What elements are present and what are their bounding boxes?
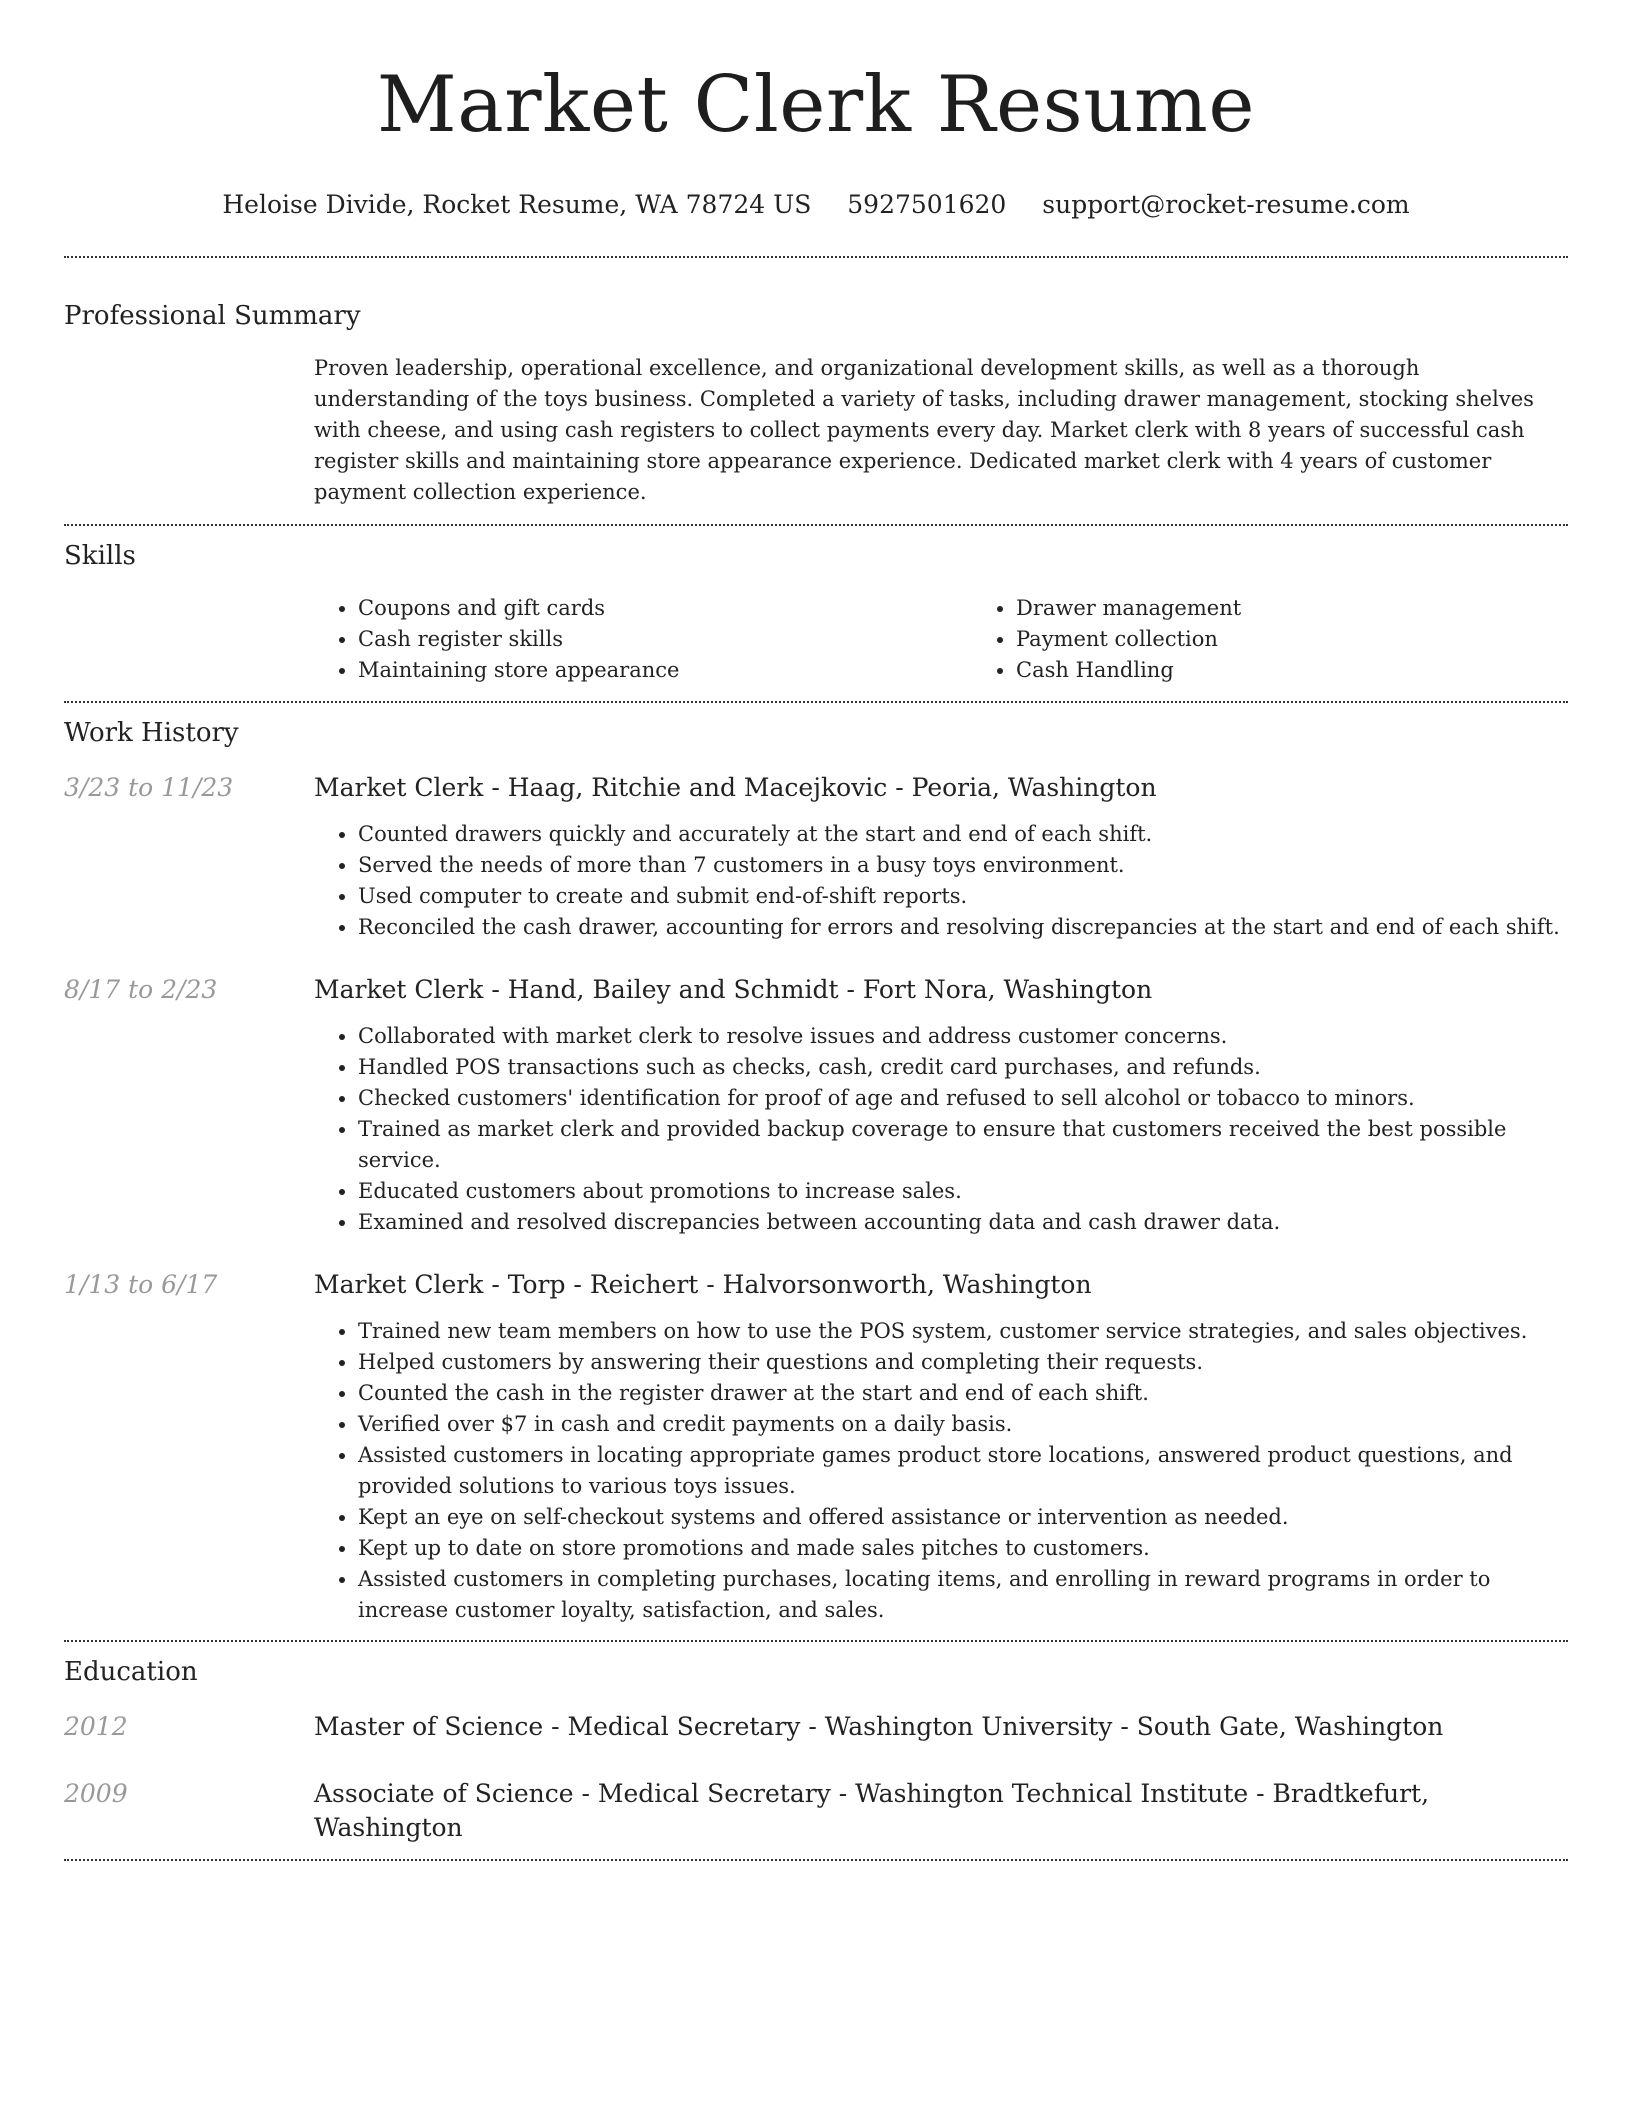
list-item: • Coupons and gift cards bbox=[358, 593, 972, 624]
job-dates: 1/13 to 6/17 bbox=[64, 1270, 218, 1299]
job-dates: 3/23 to 11/23 bbox=[64, 773, 234, 802]
education-heading: Education bbox=[64, 1657, 198, 1687]
list-item: • Assisted customers in completing purchases, locating items, and enrolling in reward programs in order to increase customer loyalty, satisfaction, and sales. bbox=[358, 1564, 1568, 1626]
list-item: • Used computer to create and submit end-of-shift reports. bbox=[358, 881, 1568, 912]
job-title: Market Clerk - Torp - Reichert - Halvorsonworth, Washington bbox=[314, 1270, 1092, 1299]
list-item: • Kept up to date on store promotions and made sales pitches to customers. bbox=[358, 1533, 1568, 1564]
list-item: • Examined and resolved discrepancies between accounting data and cash drawer data. bbox=[358, 1207, 1568, 1238]
list-item: • Trained as market clerk and provided backup coverage to ensure that customers received the best possible service. bbox=[358, 1114, 1568, 1176]
list-item: • Reconciled the cash drawer, accounting for errors and resolving discrepancies at the start and end of each shift. bbox=[358, 912, 1568, 943]
work-section bbox=[64, 703, 1568, 1626]
list-item: • Collaborated with market clerk to resolve issues and address customer concerns. bbox=[358, 1021, 1568, 1052]
job-entry bbox=[64, 973, 1568, 1238]
list-item: • Maintaining store appearance bbox=[358, 655, 972, 686]
list-item: • Verified over $7 in cash and credit payments on a daily basis. bbox=[358, 1409, 1568, 1440]
work-heading: Work History bbox=[64, 718, 239, 748]
list-item: • Helped customers by answering their questions and completing their requests. bbox=[358, 1347, 1568, 1378]
list-item: • Kept an eye on self-checkout systems and offered assistance or intervention as needed. bbox=[358, 1502, 1568, 1533]
list-item: • Handled POS transactions such as checks, cash, credit card purchases, and refunds. bbox=[358, 1052, 1568, 1083]
divider bbox=[64, 1859, 1568, 1861]
education-degree: Associate of Science - Medical Secretary - Washington Technical Institute - Bradtkefurt, Washington bbox=[314, 1779, 1430, 1842]
skills-heading: Skills bbox=[64, 541, 136, 571]
education-year: 2009 bbox=[64, 1779, 128, 1808]
list-item: • Assisted customers in locating appropriate games product store locations, answered product questions, and provided solutions to various toys issues. bbox=[358, 1440, 1568, 1502]
job-entry bbox=[64, 1268, 1568, 1626]
contact-email: support@rocket-resume.com bbox=[1042, 190, 1410, 219]
job-bullets bbox=[314, 1316, 1568, 1626]
skills-list-left bbox=[314, 593, 972, 686]
list-item: • Payment collection bbox=[1016, 624, 1630, 655]
list-item: • Drawer management bbox=[1016, 593, 1630, 624]
job-bullets bbox=[314, 819, 1568, 943]
education-year: 2012 bbox=[64, 1712, 128, 1741]
contact-phone: 5927501620 bbox=[847, 190, 1007, 219]
list-item: • Counted the cash in the register drawer at the start and end of each shift. bbox=[358, 1378, 1568, 1409]
skills-grid bbox=[314, 593, 1630, 686]
resume-title: Market Clerk Resume bbox=[376, 60, 1256, 150]
summary-section bbox=[64, 258, 1568, 508]
contact-line bbox=[64, 188, 1568, 222]
list-item: • Counted drawers quickly and accurately at the start and end of each shift. bbox=[358, 819, 1568, 850]
education-section bbox=[64, 1642, 1568, 1845]
education-entry bbox=[64, 1710, 1568, 1744]
summary-heading: Professional Summary bbox=[64, 301, 361, 331]
contact-address: Heloise Divide, Rocket Resume, WA 78724 US bbox=[222, 190, 812, 219]
list-item: • Checked customers' identification for proof of age and refused to sell alcohol or tobacco to minors. bbox=[358, 1083, 1568, 1114]
job-title: Market Clerk - Hand, Bailey and Schmidt - Fort Nora, Washington bbox=[314, 975, 1153, 1004]
list-item: • Educated customers about promotions to increase sales. bbox=[358, 1176, 1568, 1207]
education-degree: Master of Science - Medical Secretary - Washington University - South Gate, Washington bbox=[314, 1712, 1444, 1741]
list-item: • Trained new team members on how to use the POS system, customer service strategies, and sales objectives. bbox=[358, 1316, 1568, 1347]
job-dates: 8/17 to 2/23 bbox=[64, 975, 218, 1004]
list-item: • Cash register skills bbox=[358, 624, 972, 655]
skills-list-right bbox=[972, 593, 1630, 686]
job-entry bbox=[64, 771, 1568, 943]
list-item: • Cash Handling bbox=[1016, 655, 1630, 686]
skills-section bbox=[64, 526, 1568, 686]
list-item: • Served the needs of more than 7 customers in a busy toys environment. bbox=[358, 850, 1568, 881]
job-title: Market Clerk - Haag, Ritchie and Macejkovic - Peoria, Washington bbox=[314, 773, 1157, 802]
job-bullets bbox=[314, 1021, 1568, 1238]
summary-text: Proven leadership, operational excellence, and organizational development skills, as well as a thorough understanding of the toys business. Completed a variety of tasks, including drawer management, stocking shelves with cheese, and using cash registers to collect payments every day. Market clerk with 8 years of successful cash register skills and maintaining store appearance experience. Dedicated market clerk with 4 years of customer payment collection experience. bbox=[314, 356, 1534, 504]
education-entry bbox=[64, 1777, 1568, 1845]
